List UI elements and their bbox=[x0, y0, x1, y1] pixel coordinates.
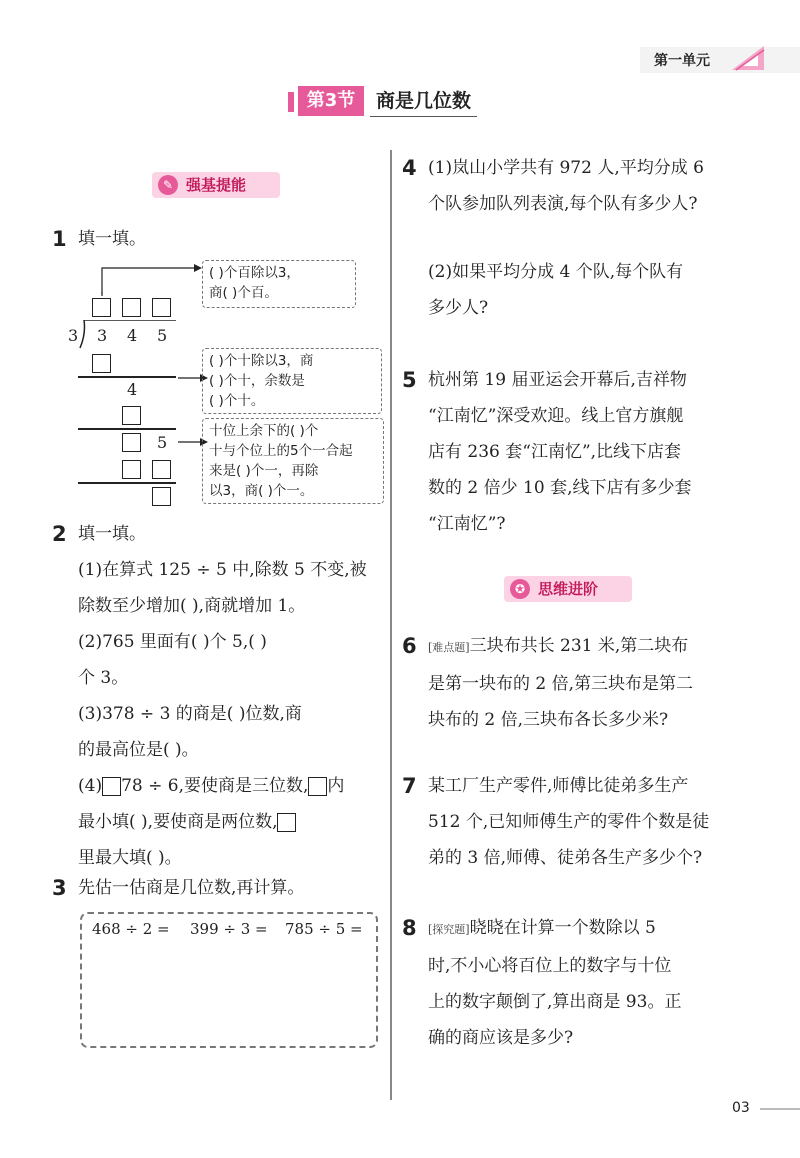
q2-line3: (2)765 里面有( )个 5,( ) bbox=[78, 632, 267, 652]
q6-tag: [难点题] bbox=[428, 641, 470, 654]
q2-line8-text: 最小填( ),要使商是两位数, bbox=[78, 812, 278, 832]
q7-line3: 弟的 3 倍,师傅、徒弟各生产多少个? bbox=[428, 848, 703, 868]
q7-line2: 512 个,已知师傅生产的零件个数是徒 bbox=[428, 812, 710, 832]
hint-box-ones bbox=[202, 418, 384, 504]
q2-item-list bbox=[78, 552, 388, 876]
q4-line1: (1)岚山小学共有 972 人,平均分成 6 bbox=[428, 158, 704, 178]
badge-basic-label: 强基提能 bbox=[186, 176, 247, 194]
hint-box-tens bbox=[202, 348, 382, 414]
badge-advanced bbox=[504, 576, 632, 602]
hint-box-ones-line3: 来是( )个一，再除 bbox=[209, 463, 319, 479]
ruler-icon bbox=[728, 42, 768, 74]
section-label: 第3节 bbox=[298, 86, 364, 116]
q2-line7-suffix: 内 bbox=[327, 776, 345, 796]
section-tab-mark bbox=[288, 92, 294, 112]
footer-rule bbox=[760, 1108, 800, 1110]
q7-number: 7 bbox=[402, 774, 417, 798]
q6-line1-text: 三块布共长 231 米,第二块布 bbox=[469, 636, 689, 656]
q2-line8 bbox=[78, 804, 388, 840]
q2-blank-box-2[interactable] bbox=[308, 777, 327, 796]
q3-expression-2: 399 ÷ 3 = bbox=[190, 920, 268, 938]
q3-expression-3: 785 ÷ 5 = bbox=[285, 920, 363, 938]
q4-part2 bbox=[428, 254, 758, 326]
q2-line1: (1)在算式 125 ÷ 5 中,除数 5 不变,被 bbox=[78, 560, 367, 580]
q7-line1: 某工厂生产零件,师傅比徒弟多生产 bbox=[428, 776, 689, 796]
q5-block bbox=[428, 362, 758, 542]
q2-line7-mid: 78 ÷ 6,要使商是三位数, bbox=[121, 776, 309, 796]
q2-number: 2 bbox=[52, 522, 67, 546]
q2-line6: 的最高位是( )。 bbox=[78, 740, 199, 760]
section-title bbox=[288, 86, 498, 118]
remainder-digit: 4 bbox=[127, 380, 138, 399]
dividend-digit-3: 3 bbox=[97, 326, 108, 345]
q5-line2: “江南忆”深受欢迎。线上官方旗舰 bbox=[428, 406, 684, 426]
hint-box-tens-line2: ( )个十，余数是 bbox=[209, 373, 305, 389]
q8-line1 bbox=[428, 910, 758, 948]
q5-line4: 数的 2 倍少 10 套,线下店有多少套 bbox=[428, 478, 692, 498]
hint-box-ones-line4: 以3，商( )个一。 bbox=[209, 483, 314, 499]
q7-block bbox=[428, 768, 758, 876]
q8-line3: 上的数字颠倒了,算出商是 93。正 bbox=[428, 992, 682, 1012]
q2-line2: 除数至少增加( ),商就增加 1。 bbox=[78, 596, 306, 616]
pencil-icon: ✎ bbox=[158, 175, 178, 195]
q6-line3: 块布的 2 倍,三块布各长多少米? bbox=[428, 710, 669, 730]
q8-line4: 确的商应该是多少? bbox=[428, 1028, 574, 1048]
q2-title: 填一填。 bbox=[78, 524, 146, 544]
brought-down-digit: 5 bbox=[157, 433, 168, 452]
q8-line1-text: 晓晓在计算一个数除以 5 bbox=[469, 918, 656, 938]
q2-line7 bbox=[78, 768, 388, 804]
column-divider bbox=[390, 150, 392, 1100]
hint-box-tens-line3: ( )个十。 bbox=[209, 393, 265, 409]
q8-line2: 时,不小心将百位上的数字与十位 bbox=[428, 956, 672, 976]
q2-line9: 里最大填( )。 bbox=[78, 848, 182, 868]
q5-line3: 店有 236 套“江南忆”,比线下店套 bbox=[428, 442, 682, 462]
q6-block bbox=[428, 628, 758, 738]
hint-box-hundreds bbox=[202, 260, 356, 308]
q8-tag: [探究题] bbox=[428, 923, 470, 936]
hint-box-ones-line2: 十与个位上的5个一合起 bbox=[209, 443, 353, 459]
q2-blank-box-1[interactable] bbox=[102, 777, 121, 796]
q5-number: 5 bbox=[402, 368, 417, 392]
q2-blank-box-3[interactable] bbox=[277, 813, 296, 832]
q6-line1 bbox=[428, 628, 758, 666]
q1-number: 1 bbox=[52, 227, 67, 251]
q4-line4: 多少人? bbox=[428, 298, 489, 318]
q8-number: 8 bbox=[402, 916, 417, 940]
q4-block bbox=[428, 150, 758, 222]
q4-number: 4 bbox=[402, 156, 417, 180]
hint-box-tens-line1: ( )个十除以3，商 bbox=[209, 353, 314, 369]
q3-title: 先估一估商是几位数,再计算。 bbox=[78, 878, 305, 898]
unit-label: 第一单元 bbox=[654, 53, 710, 69]
q5-line5: “江南忆”? bbox=[428, 514, 506, 534]
medal-icon: ✪ bbox=[510, 579, 530, 599]
q2-line7-prefix: (4) bbox=[78, 776, 103, 796]
page-number: 03 bbox=[732, 1100, 750, 1116]
q5-line1: 杭州第 19 届亚运会开幕后,吉祥物 bbox=[428, 370, 687, 390]
arrow-top bbox=[90, 258, 210, 298]
q4-line3: (2)如果平均分成 4 个队,每个队有 bbox=[428, 262, 684, 282]
section-name: 商是几位数 bbox=[370, 86, 477, 117]
hint-box-hundreds-line2: 商( )个百。 bbox=[209, 285, 278, 301]
q1-title: 填一填。 bbox=[78, 229, 146, 249]
hint-box-ones-line1: 十位上余下的( )个 bbox=[209, 423, 319, 439]
q3-expression-1: 468 ÷ 2 = bbox=[92, 920, 170, 938]
dividend-digit-5: 5 bbox=[157, 326, 168, 345]
q2-line5: (3)378 ÷ 3 的商是( )位数,商 bbox=[78, 704, 302, 724]
badge-basic bbox=[152, 172, 280, 198]
divisor: 3 bbox=[68, 326, 79, 345]
q6-number: 6 bbox=[402, 634, 417, 658]
dividend-digit-4: 4 bbox=[127, 326, 138, 345]
hint-box-hundreds-line1: ( )个百除以3， bbox=[209, 265, 300, 281]
q4-line2: 个队参加队列表演,每个队有多少人? bbox=[428, 194, 698, 214]
q3-number: 3 bbox=[52, 876, 67, 900]
badge-advanced-label: 思维进阶 bbox=[538, 580, 599, 598]
q8-block bbox=[428, 910, 758, 1056]
q2-line4: 个 3。 bbox=[78, 668, 129, 688]
q6-line2: 是第一块布的 2 倍,第三块布是第二 bbox=[428, 674, 694, 694]
